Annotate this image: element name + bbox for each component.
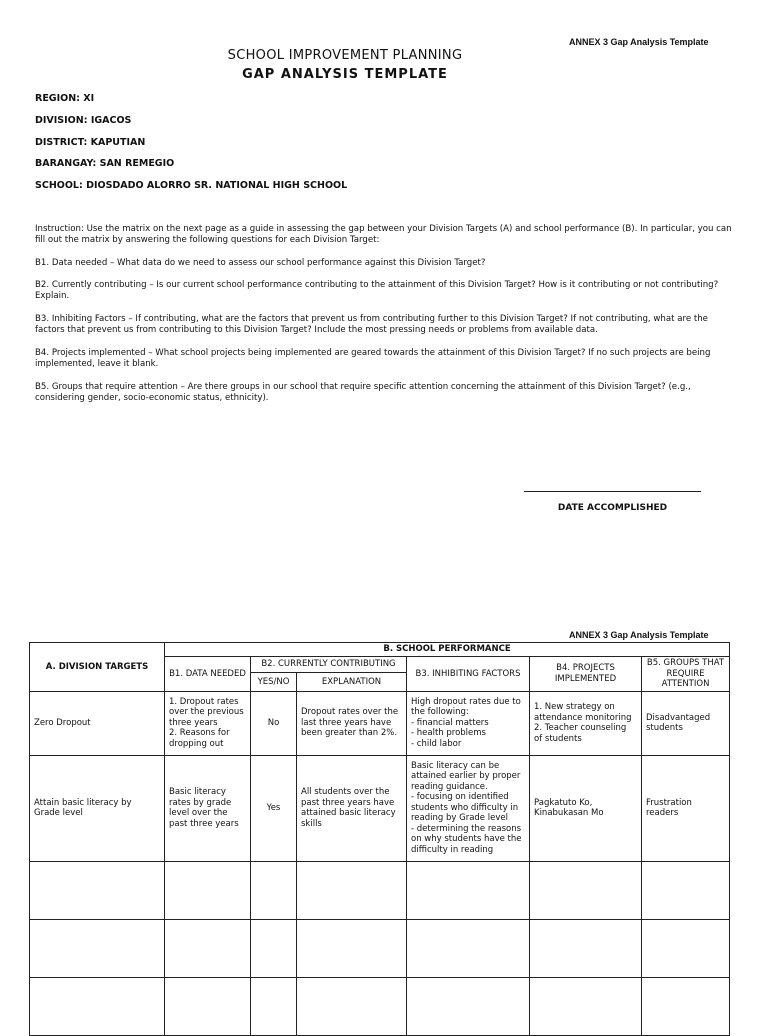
gap-analysis-matrix [29,642,730,1036]
table-row [30,755,730,861]
empty-cell [642,861,730,919]
empty-row [30,977,730,1035]
district-field: DISTRICT: KAPUTIAN [35,137,146,148]
barangay-field: BARANGAY: SAN REMEGIO [35,158,175,169]
instruction-b3: B3. Inhibiting Factors – If contributing, what are the factors that prevent us from contributing further to this Division Target? If not contributing, what are the factors that prevent us from contributing to this Division Target? Include the most pressing needs or problems from available data. [35,314,708,335]
empty-cell [30,977,165,1035]
cell-explanation: Dropout rates over the last three years have been greater than 2%. [297,691,407,755]
header-school-performance: B. SCHOOL PERFORMANCE [165,643,730,657]
empty-cell [251,861,297,919]
signature-line [524,491,701,492]
cell-projects: 1. New strategy on attendance monitoring 2. Teacher counseling of students [530,691,642,755]
instruction-b4: B4. Projects implemented – What school projects being implemented are geared towards the attainment of this Division Target? If no such projects are being implemented, leave it blank. [35,348,711,369]
empty-cell [407,861,530,919]
cell-data-needed: Basic literacy rates by grade level over the past three years [165,755,251,861]
empty-cell [165,861,251,919]
cell-yes-no: No [251,691,297,755]
empty-cell [407,977,530,1035]
empty-cell [407,919,530,977]
division-field: DIVISION: IGACOS [35,115,132,126]
cell-yes-no: Yes [251,755,297,861]
cell-target: Zero Dropout [30,691,165,755]
instruction-intro: Instruction: Use the matrix on the next page as a guide in assessing the gap between your Division Targets (A) and school performance (B). In particular, you can fill out the matrix by answering the following questions for each Division Target: [35,224,732,245]
empty-cell [530,977,642,1035]
empty-row [30,861,730,919]
cell-groups: Disadvantaged students [642,691,730,755]
empty-cell [297,861,407,919]
header-yes-no: YES/NO [251,673,297,691]
header-b4-projects-implemented: B4. PROJECTS IMPLEMENTED [530,657,642,692]
empty-cell [30,919,165,977]
empty-cell [165,919,251,977]
empty-cell [165,977,251,1035]
annex-label-top: ANNEX 3 Gap Analysis Template [569,37,709,47]
school-field: SCHOOL: DIOSDADO ALORRO SR. NATIONAL HIGH SCHOOL [35,180,348,191]
empty-cell [642,919,730,977]
instruction-b2: B2. Currently contributing – Is our current school performance contributing to the attainment of this Division Target? How is it contributing or not contributing? Explain. [35,280,719,301]
empty-cell [30,861,165,919]
instruction-b5: B5. Groups that require attention – Are there groups in our school that require specific attention concerning the attainment of this Division Target? (e.g., considering gender, socio-economic status, ethnicity). [35,382,691,403]
cell-inhibiting-factors: High dropout rates due to the following: - financial matters - health problems - child labor [407,691,530,755]
empty-cell [251,977,297,1035]
empty-cell [530,861,642,919]
empty-cell [642,977,730,1035]
empty-row [30,919,730,977]
document-title: SCHOOL IMPROVEMENT PLANNING [227,48,463,63]
annex-label-table: ANNEX 3 Gap Analysis Template [569,630,709,640]
empty-cell [251,919,297,977]
header-explanation: EXPLANATION [297,673,407,691]
cell-inhibiting-factors: Basic literacy can be attained earlier by proper reading guidance. - focusing on identified students who difficulty in reading by Grade level - determining the reasons on why students have the difficulty in reading [407,755,530,861]
cell-target: Attain basic literacy by Grade level [30,755,165,861]
cell-groups: Frustration readers [642,755,730,861]
header-b5-groups-attention: B5. GROUPS THAT REQUIRE ATTENTION [642,657,730,692]
header-b3-inhibiting-factors: B3. INHIBITING FACTORS [407,657,530,692]
region-field: REGION: XI [35,93,95,104]
header-b1-data-needed: B1. DATA NEEDED [165,657,251,692]
instruction-b1: B1. Data needed – What data do we need to assess our school performance against this Division Target? [35,258,486,268]
header-division-targets: A. DIVISION TARGETS [30,643,165,692]
document-subtitle: GAP ANALYSIS TEMPLATE [242,67,448,82]
cell-data-needed: 1. Dropout rates over the previous three years 2. Reasons for dropping out [165,691,251,755]
date-accomplished-label: DATE ACCOMPLISHED [557,503,668,513]
empty-cell [297,919,407,977]
table-row [30,691,730,755]
header-b2-currently-contributing: B2. CURRENTLY CONTRIBUTING [251,657,407,673]
cell-explanation: All students over the past three years have attained basic literacy skills [297,755,407,861]
cell-projects: Pagkatuto Ko, Kinabukasan Mo [530,755,642,861]
empty-cell [530,919,642,977]
empty-cell [297,977,407,1035]
